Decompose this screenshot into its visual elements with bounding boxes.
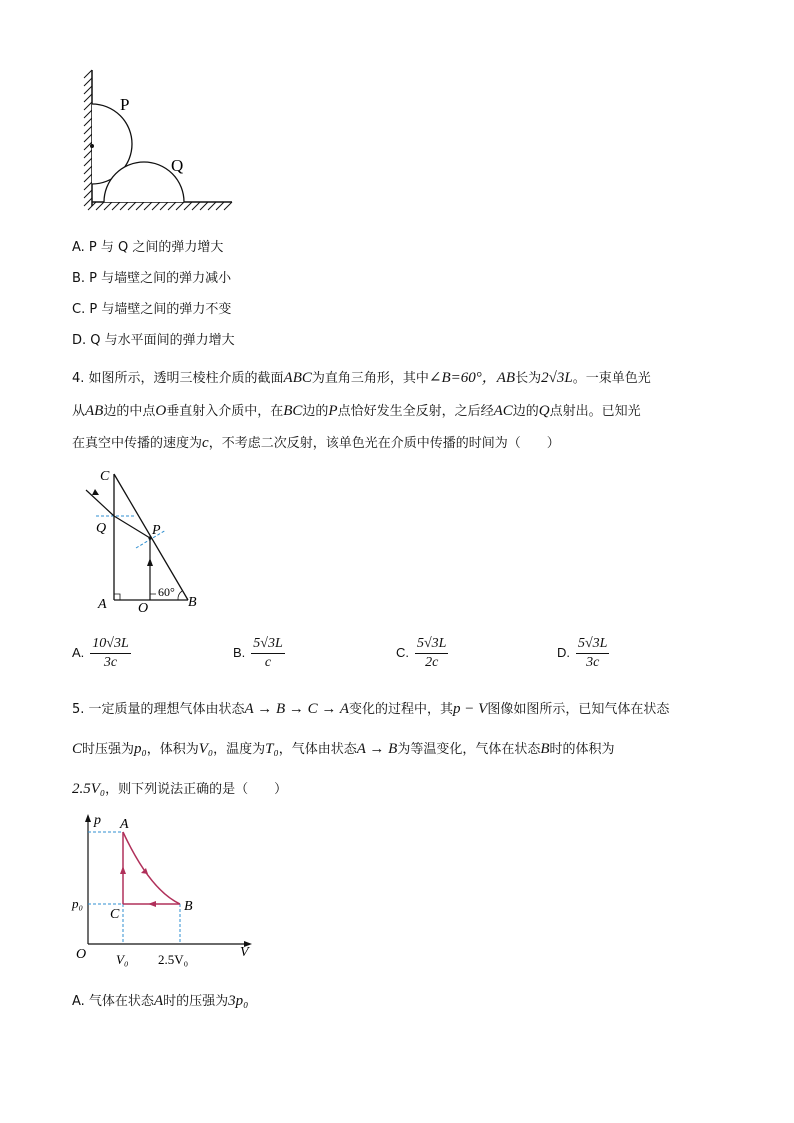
right-angle-a	[114, 594, 120, 600]
label-a: A	[98, 597, 107, 612]
label-p0: p₀	[72, 896, 84, 911]
arrow-b-to-c	[148, 901, 156, 907]
ground-hatching	[88, 202, 232, 210]
q3-option-d: D. Q 与水平面间的弹力增大	[72, 333, 235, 348]
q3-option-b: B. P 与墙壁之间的弹力减小	[72, 271, 232, 286]
q3-option-c: C. P 与墙壁之间的弹力不变	[72, 302, 232, 317]
arrow-c-to-a	[120, 866, 126, 874]
label-p: P	[120, 95, 130, 114]
q4-figure	[78, 462, 208, 620]
q5-line-1: 5. 一定质量的理想气体由状态A → B → C → A变化的过程中，其p − V图像如图所示，已知气体在状态	[72, 701, 670, 717]
label-angle: 60°	[158, 585, 175, 599]
label-q: Q	[171, 156, 184, 175]
ray-exit	[86, 490, 114, 516]
label-o: O	[76, 947, 87, 962]
y-axis-arrow	[85, 814, 91, 822]
contact-dot	[90, 144, 94, 148]
wall-hatching	[84, 70, 92, 206]
ray-arrow-exit	[92, 489, 99, 495]
label-q: Q	[96, 521, 107, 536]
ray-arrow-up	[147, 558, 153, 566]
curve-a-to-b	[123, 832, 180, 904]
label-v2: 2.5V₀	[158, 952, 189, 967]
q5-option-a: A. 气体在状态A时的压强为3p₀	[72, 993, 249, 1009]
label-v: V	[240, 945, 249, 960]
q4-option-b: B. $\frac{5√3L}{c}$	[233, 636, 283, 670]
q5-figure	[70, 812, 260, 972]
label-v0: V₀	[116, 952, 129, 967]
label-p: P	[152, 523, 161, 538]
q5-line-2: C时压强为p₀，体积为V₀，温度为T₀，气体由状态A → B为等温变化，气体在状态B时的体积为	[72, 741, 615, 757]
q5-line-3: 2.5V₀，则下列说法正确的是（ ）	[72, 781, 288, 797]
q4-option-c: C. $\frac{5√3L}{2c}$	[396, 636, 447, 670]
arrow-a-to-b	[141, 868, 148, 874]
q4-option-a: A. $\frac{10√3L}{3c}$	[72, 636, 129, 670]
label-o: O	[138, 601, 149, 616]
right-angle-o	[150, 594, 156, 600]
q3-option-a: A. P 与 Q 之间的弹力增大	[72, 240, 224, 255]
q3-figure	[78, 66, 238, 216]
angle-arc-b	[178, 591, 182, 600]
q4-line-2: 从AB边的中点O垂直射入介质中，在BC边的P点恰好发生全反射，之后经AC边的Q点射出。已知光	[72, 403, 641, 419]
label-a: A	[120, 817, 129, 832]
label-b: B	[184, 899, 193, 914]
label-p: p	[94, 813, 101, 828]
label-c: C	[100, 469, 110, 484]
label-b: B	[188, 595, 197, 610]
q4-option-d: D. $\frac{5√3L}{3c}$	[557, 636, 608, 670]
label-c: C	[110, 907, 120, 922]
q4-line-3: 在真空中传播的速度为c，不考虑二次反射，该单色光在介质中传播的时间为（ ）	[72, 435, 560, 451]
q4-line-1: 4. 如图所示，透明三棱柱介质的截面ABC为直角三角形，其中∠B=60°，AB长为2√3L。一束单色光	[72, 370, 651, 386]
